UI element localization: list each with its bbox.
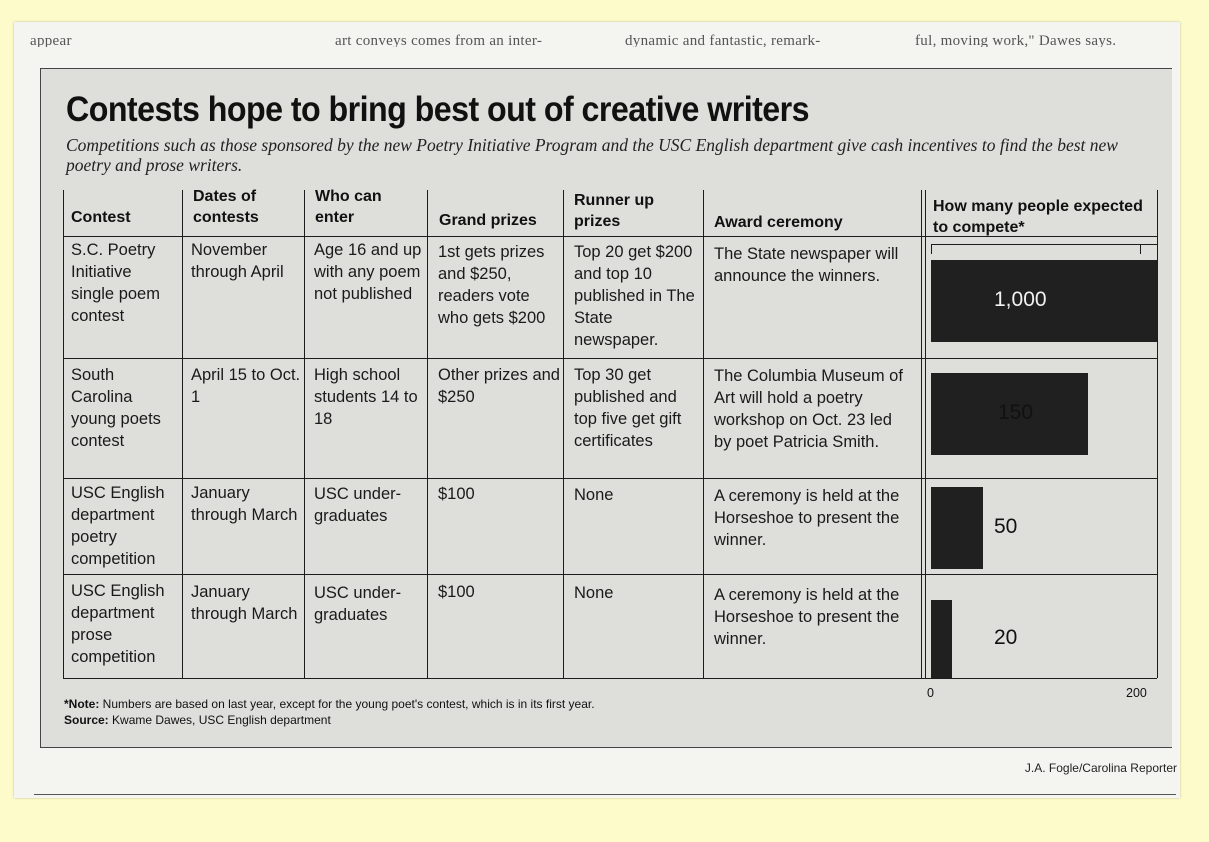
cell-dates: January through March [191,484,298,524]
chart-bar [931,600,952,678]
cell-runner-up: Top 30 get published and top five get gift certificates [574,366,682,450]
column-rule [703,190,704,678]
graphic-credit: J.A. Fogle/Carolina Reporter [1024,761,1177,775]
cell-who: USC under-graduates [314,584,402,624]
cell-award-ceremony: A ceremony is held at the Horseshoe to present the winner. [714,586,900,648]
row-rule [63,678,1157,679]
cell-who: Age 16 and up with any poem not published [314,241,422,303]
cell-grand-prizes: $100 [438,485,475,503]
strip-fragment: art conveys comes from an inter- [335,33,543,47]
axis-tick [931,244,932,254]
cell-contest: USC English department prose competition [71,582,165,666]
source-label: Source: [64,713,109,727]
column-rule [925,190,926,678]
note-text: Numbers are based on last year, except for the young poet's contest, which is in its first year. [99,697,595,711]
cell-award-ceremony: A ceremony is held at the Horseshoe to present the winner. [714,487,900,549]
column-rule [921,190,922,678]
column-rule [304,190,305,678]
source-text: Kwame Dawes, USC English department [108,713,331,727]
axis-tick-label: 200 [1126,686,1147,700]
column-rule [563,190,564,678]
cell-grand-prizes: Other prizes and $250 [438,366,560,406]
cell-dates: January through March [191,583,298,623]
cell-dates: April 15 to Oct. 1 [191,366,301,406]
header-who: Who can enter [315,188,382,226]
axis-tick [1140,244,1141,254]
header-runner-up: Runner up prizes [574,192,654,230]
note-line [64,696,595,712]
header-dates: Dates of contests [193,188,259,226]
row-rule [63,574,1157,575]
previous-article-strip [30,27,1160,47]
cell-runner-up: None [574,584,614,602]
cell-runner-up: Top 20 get $200 and top 10 published in The State newspaper. [574,243,695,349]
row-rule [63,478,1157,479]
chart-axis-line [931,244,1157,245]
axis-tick-label: 0 [927,686,934,700]
strip-fragment: appear [30,33,72,47]
header-award-ceremony: Award ceremony [714,214,843,231]
chart-data-label: 1,000 [994,288,1047,311]
header-grand-prizes: Grand prizes [439,212,537,229]
bottom-rule [34,794,1176,795]
cell-grand-prizes: $100 [438,583,475,601]
header-expected-competitors: How many people expected to compete* [933,198,1143,236]
subheadline: Competitions such as those sponsored by the new Poetry Initiative Program and the USC English department give cash incentives to find the best new poetry and prose writers. [66,135,1118,175]
chart-data-label: 20 [994,626,1018,649]
cell-grand-prizes: 1st gets prizes and $250, readers vote who gets $200 [438,243,546,327]
strip-fragment: dynamic and fantastic, remark- [625,33,821,47]
cell-who: USC under-graduates [314,485,402,525]
column-rule [427,190,428,678]
source-line [64,712,595,728]
column-rule [1157,190,1158,678]
cell-award-ceremony: The Columbia Museum of Art will hold a poetry workshop on Oct. 23 led by poet Patricia Smith. [714,367,903,451]
header-contest: Contest [71,209,131,226]
cell-contest: S.C. Poetry Initiative single poem contest [71,241,160,325]
headline: Contests hope to bring best out of creative writers [66,90,809,129]
chart-data-label: 150 [998,401,1034,424]
column-rule [182,190,183,678]
cell-runner-up: None [574,486,614,504]
strip-fragment: ful, moving work," Dawes says. [915,33,1117,47]
cell-who: High school students 14 to 18 [314,366,418,428]
cell-dates: November through April [191,241,284,281]
cell-award-ceremony: The State newspaper will announce the winners. [714,245,899,285]
chart-bar [931,487,983,569]
column-rule [63,190,64,678]
row-rule [63,358,1157,359]
note-label: *Note: [64,697,100,711]
footnote [64,696,595,728]
chart-data-label: 50 [994,515,1018,538]
cell-contest: USC English department poetry competition [71,484,165,568]
cell-contest: South Carolina young poets contest [71,366,161,450]
